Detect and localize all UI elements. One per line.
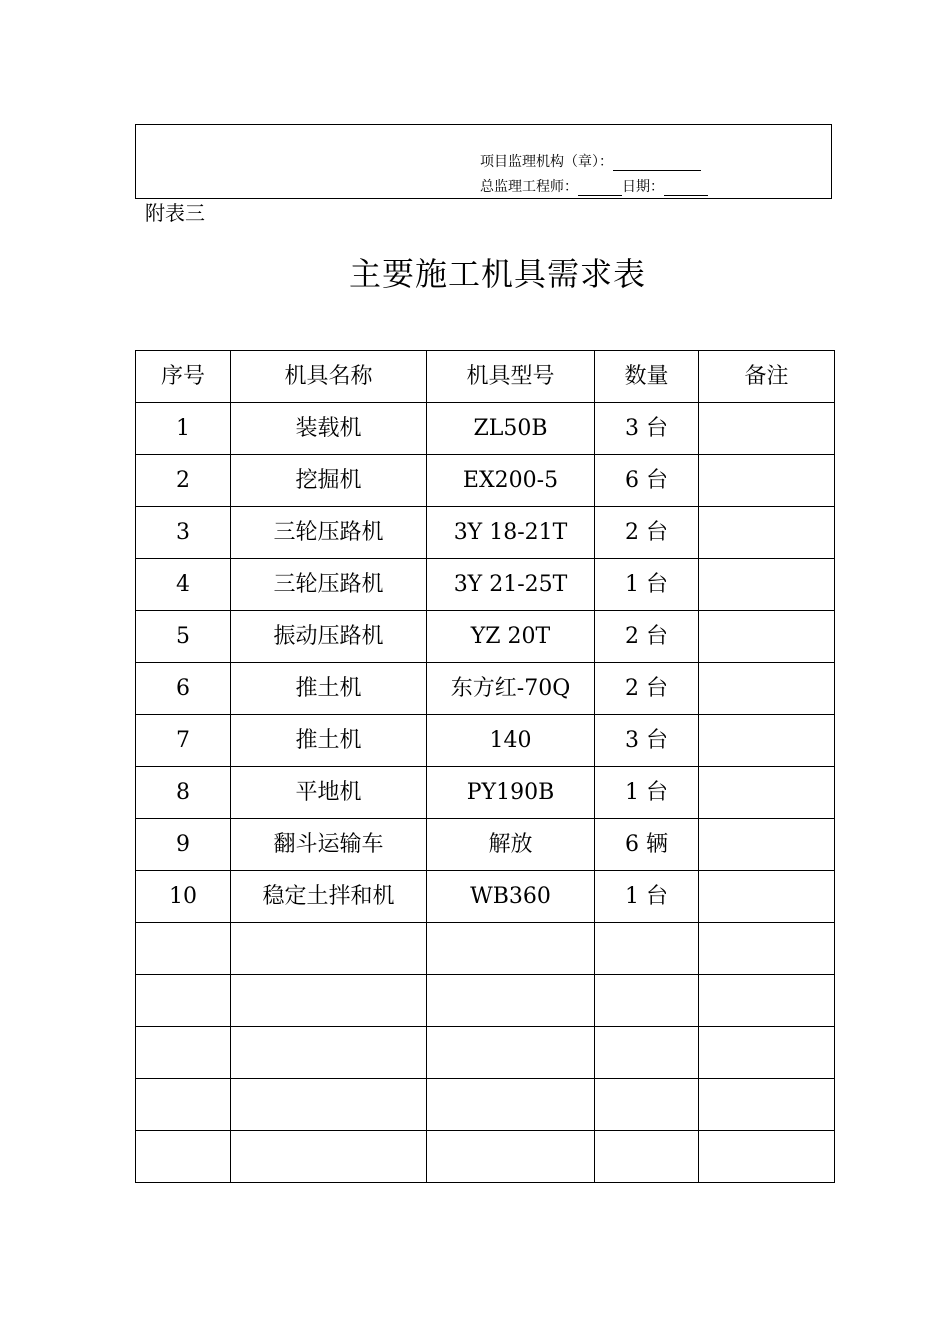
- cell-machine-model: [427, 1079, 595, 1131]
- cell-remarks: [699, 923, 835, 975]
- table-row-empty: [136, 923, 835, 975]
- header-quantity: 数量: [595, 351, 699, 403]
- cell-machine-model: 3Y 18-21T: [427, 507, 595, 559]
- cell-machine-name: [231, 923, 427, 975]
- table-row: [136, 455, 835, 507]
- header-machine-model: 机具型号: [427, 351, 595, 403]
- table-row: [136, 715, 835, 767]
- cell-remarks: [699, 611, 835, 663]
- table-row-empty: [136, 1027, 835, 1079]
- date-label: 日期：: [622, 179, 664, 195]
- table-row: [136, 403, 835, 455]
- header-remarks: 备注: [699, 351, 835, 403]
- cell-quantity: [595, 1079, 699, 1131]
- cell-quantity: [595, 975, 699, 1027]
- cell-index: [136, 1079, 231, 1131]
- cell-quantity: 3 台: [595, 403, 699, 455]
- table-row-empty: [136, 1079, 835, 1131]
- cell-remarks: [699, 767, 835, 819]
- cell-machine-model: ZL50B: [427, 403, 595, 455]
- cell-index: 9: [136, 819, 231, 871]
- cell-index: 10: [136, 871, 231, 923]
- table-row: [136, 767, 835, 819]
- table-row: [136, 559, 835, 611]
- cell-machine-name: 挖掘机: [231, 455, 427, 507]
- cell-machine-name: 平地机: [231, 767, 427, 819]
- cell-index: 6: [136, 663, 231, 715]
- cell-quantity: 6 台: [595, 455, 699, 507]
- cell-index: 5: [136, 611, 231, 663]
- cell-machine-name: [231, 1131, 427, 1183]
- cell-remarks: [699, 455, 835, 507]
- header-machine-name: 机具名称: [231, 351, 427, 403]
- table-row-empty: [136, 1131, 835, 1183]
- cell-machine-model: EX200-5: [427, 455, 595, 507]
- cell-machine-model: [427, 1131, 595, 1183]
- table-row-empty: [136, 975, 835, 1027]
- cell-quantity: [595, 1027, 699, 1079]
- cell-machine-name: 翻斗运输车: [231, 819, 427, 871]
- cell-machine-name: 推土机: [231, 715, 427, 767]
- supervision-org-label: 项目监理机构（章）：: [480, 154, 613, 170]
- cell-machine-name: [231, 1079, 427, 1131]
- cell-machine-model: 3Y 21-25T: [427, 559, 595, 611]
- cell-remarks: [699, 871, 835, 923]
- table-row: [136, 611, 835, 663]
- cell-index: 8: [136, 767, 231, 819]
- cell-remarks: [699, 819, 835, 871]
- cell-machine-name: 振动压路机: [231, 611, 427, 663]
- cell-quantity: 6 辆: [595, 819, 699, 871]
- date-blank: [664, 181, 708, 196]
- cell-remarks: [699, 715, 835, 767]
- cell-machine-model: 解放: [427, 819, 595, 871]
- cell-machine-model: YZ 20T: [427, 611, 595, 663]
- cell-index: 3: [136, 507, 231, 559]
- cell-quantity: 2 台: [595, 507, 699, 559]
- cell-remarks: [699, 507, 835, 559]
- cell-index: [136, 1027, 231, 1079]
- chief-engineer-blank: [578, 181, 622, 196]
- cell-quantity: 1 台: [595, 871, 699, 923]
- cell-remarks: [699, 663, 835, 715]
- table-row: [136, 871, 835, 923]
- appendix-label: 附表三: [145, 201, 205, 225]
- supervision-org-blank: [613, 156, 701, 171]
- cell-index: [136, 975, 231, 1027]
- cell-index: 4: [136, 559, 231, 611]
- cell-machine-model: 东方红-70Q: [427, 663, 595, 715]
- cell-index: 2: [136, 455, 231, 507]
- cell-remarks: [699, 1079, 835, 1131]
- cell-quantity: 2 台: [595, 611, 699, 663]
- table-row: [136, 819, 835, 871]
- cell-machine-name: 装载机: [231, 403, 427, 455]
- cell-machine-model: [427, 1027, 595, 1079]
- chief-engineer-line: [480, 178, 708, 196]
- cell-quantity: 3 台: [595, 715, 699, 767]
- table-row: [136, 507, 835, 559]
- cell-index: 7: [136, 715, 231, 767]
- cell-machine-model: [427, 975, 595, 1027]
- cell-machine-name: 三轮压路机: [231, 559, 427, 611]
- approval-box: [135, 124, 832, 199]
- table-row: [136, 663, 835, 715]
- cell-remarks: [699, 559, 835, 611]
- cell-remarks: [699, 1027, 835, 1079]
- cell-remarks: [699, 1131, 835, 1183]
- cell-quantity: [595, 1131, 699, 1183]
- header-index: 序号: [136, 351, 231, 403]
- cell-machine-name: [231, 975, 427, 1027]
- cell-machine-model: 140: [427, 715, 595, 767]
- cell-machine-model: PY190B: [427, 767, 595, 819]
- cell-machine-model: [427, 923, 595, 975]
- page-title: 主要施工机具需求表: [348, 255, 646, 293]
- cell-index: [136, 923, 231, 975]
- cell-machine-name: 三轮压路机: [231, 507, 427, 559]
- cell-quantity: 2 台: [595, 663, 699, 715]
- cell-remarks: [699, 975, 835, 1027]
- cell-quantity: [595, 923, 699, 975]
- cell-machine-name: 推土机: [231, 663, 427, 715]
- machine-requirement-table: [135, 350, 835, 1183]
- cell-index: [136, 1131, 231, 1183]
- chief-engineer-label: 总监理工程师：: [480, 179, 578, 195]
- cell-machine-name: 稳定土拌和机: [231, 871, 427, 923]
- table-header-row: [136, 351, 835, 403]
- cell-remarks: [699, 403, 835, 455]
- cell-machine-model: WB360: [427, 871, 595, 923]
- supervision-org-line: [480, 153, 701, 171]
- cell-index: 1: [136, 403, 231, 455]
- cell-machine-name: [231, 1027, 427, 1079]
- cell-quantity: 1 台: [595, 559, 699, 611]
- cell-quantity: 1 台: [595, 767, 699, 819]
